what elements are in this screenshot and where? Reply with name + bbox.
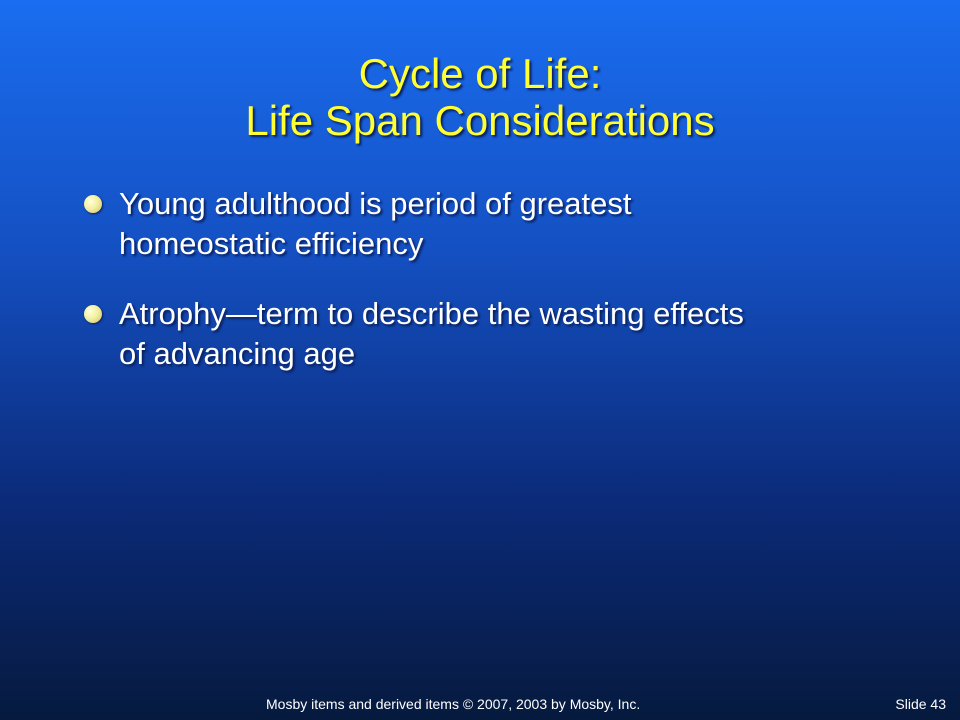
bullet-list bbox=[80, 184, 900, 404]
bullet-text-line-2: homeostatic efficiency bbox=[119, 226, 424, 261]
bullet-item bbox=[80, 294, 900, 374]
bullet-text-line-1: Atrophy—term to describe the wasting effects bbox=[119, 296, 744, 331]
slide-number: Slide 43 bbox=[895, 696, 946, 712]
copyright-text: Mosby items and derived items © 2007, 2003 by Mosby, Inc. bbox=[266, 696, 641, 712]
slide-title bbox=[0, 50, 960, 144]
round-bullet-icon bbox=[84, 195, 102, 213]
bullet-item bbox=[80, 184, 900, 264]
round-bullet-icon bbox=[84, 305, 102, 323]
bullet-text-line-1: Young adulthood is period of greatest bbox=[119, 186, 632, 221]
bullet-text-line-2: of advancing age bbox=[119, 336, 356, 371]
slide-footer bbox=[0, 694, 960, 714]
title-line-1: Cycle of Life: bbox=[358, 50, 602, 97]
title-line-2: Life Span Considerations bbox=[245, 97, 715, 144]
